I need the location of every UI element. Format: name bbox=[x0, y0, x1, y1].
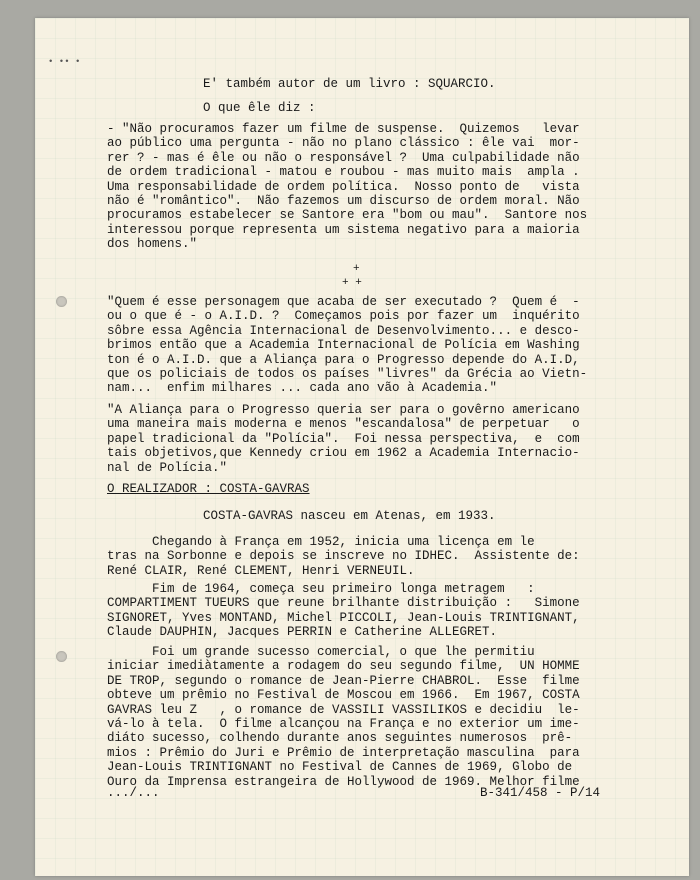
text-line: "A Aliança para o Progresso queria ser para o govêrno americano bbox=[107, 403, 580, 417]
text-line: tras na Sorbonne e depois se inscreve no IDHEC. Assistente de: bbox=[107, 549, 580, 564]
text-line: tais objetivos,que Kennedy criou em 1962 a Academia Internacio- bbox=[107, 446, 580, 461]
punch-hole-bottom bbox=[56, 651, 67, 662]
text-line: SIGNORET, Yves MONTAND, Michel PICCOLI, Jean-Louis TRINTIGNANT, bbox=[107, 610, 580, 625]
text-line: ou o que é - o A.I.D. ? Começamos pois por fazer um inquérito bbox=[107, 309, 580, 324]
text-line: brimos então que a Academia Internacional de Polícia em Washing bbox=[107, 338, 580, 353]
text-line: "Quem é esse personagem que acaba de ser executado ? Quem é - bbox=[107, 295, 580, 309]
text-line: René CLAIR, René CLEMENT, Henri VERNEUIL. bbox=[107, 563, 415, 578]
separator-star-bottom: + + bbox=[342, 277, 362, 289]
text-line: diáto sucesso, colhendo durante anos seguintes numerosos prê- bbox=[107, 731, 573, 746]
text-line: nam... enfim milhares ... cada ano vão à Academia." bbox=[107, 381, 498, 396]
text-line: interessou porque representa um sistema negativo para a maioria bbox=[107, 222, 580, 237]
text-line: que os policiais de todos os países "livres" da Grécia ao Vietn- bbox=[107, 367, 588, 381]
text-line: iniciar imediàtamente a rodagem do seu segundo filme, UN HOMME bbox=[107, 659, 580, 674]
text-line: COMPARTIMENT TUEURS que reune brilhante distribuição : Simone bbox=[107, 596, 580, 611]
separator-star-top: + bbox=[353, 263, 360, 275]
text-line: Fim de 1964, começa seu primeiro longa metragem : bbox=[107, 582, 535, 596]
text-line: procuramos estabelecer se Santore era "bom ou mau". Santore nos bbox=[107, 208, 588, 223]
text-line: rer ? - mas é êle ou não o responsável ? Uma culpabilidade não bbox=[107, 150, 580, 165]
text-line: Uma responsabilidade de ordem política. Nosso ponto de vista bbox=[107, 179, 580, 194]
text-line: Ouro da Imprensa estrangeira de Hollywood de 1969. Melhor filme bbox=[107, 774, 580, 789]
text-line: Jean-Louis TRINTIGNANT no Festival de Cannes de 1969, Globo de bbox=[107, 760, 573, 775]
text-line: - "Não procuramos fazer um filme de suspense. Quizemos levar bbox=[107, 122, 580, 136]
text-line: mios : Prêmio do Juri e Prêmio de interpretação masculina para bbox=[107, 745, 580, 760]
text-line: sôbre essa Agência Internacional de Desenvolvimento... e desco- bbox=[107, 323, 580, 338]
intro-line-book: E' também autor de um livro : SQUARCIO. bbox=[203, 77, 496, 91]
text-line: ao público uma pergunta - não no plano clássico : êle vai mor- bbox=[107, 136, 580, 151]
text-line: ton é o A.I.D. que a Aliança para o Progresso depende do A.I.D, bbox=[107, 352, 580, 367]
footer-continuation: .../... bbox=[107, 786, 160, 800]
section-heading: O REALIZADOR : COSTA-GAVRAS bbox=[107, 482, 310, 496]
text-line: Chegando à França em 1952, inicia uma licença em le bbox=[107, 535, 535, 549]
text-line: obteve um prêmio no Festival de Moscou em 1966. Em 1967, COSTA bbox=[107, 688, 580, 703]
punch-hole-top bbox=[56, 296, 67, 307]
text-line: uma maneira mais moderna e menos "escandalosa" de perpetuar o bbox=[107, 417, 580, 432]
text-line: DE TROP, segundo o romance de Jean-Pierre CHABROL. Esse filme bbox=[107, 673, 580, 688]
text-line: GAVRAS leu Z , o romance de VASSILI VASSILIKOS e decidiu le- bbox=[107, 702, 580, 717]
text-line: vá-lo à tela. O filme alcançou na França e no exterior um ime- bbox=[107, 717, 580, 731]
text-line: nal de Polícia." bbox=[107, 460, 228, 475]
text-line: não é "romântico". Não fazemos um discurso de ordem moral. Não bbox=[107, 194, 580, 208]
text-line: Claude DAUPHIN, Jacques PERRIN e Catherine ALLEGRET. bbox=[107, 625, 498, 640]
text-line: dos homens." bbox=[107, 237, 198, 252]
bio-birth: COSTA-GAVRAS nasceu em Atenas, em 1933. bbox=[203, 509, 496, 523]
text-line: papel tradicional da "Polícia". Foi nessa perspectiva, e com bbox=[107, 431, 580, 446]
corner-marks: • •• • bbox=[48, 57, 81, 67]
intro-line-says: O que êle diz : bbox=[203, 101, 316, 115]
text-line: Foi um grande sucesso comercial, o que lhe permitiu bbox=[107, 645, 535, 659]
text-line: de ordem tradicional - matou e roubou - mas muito mais ampla . bbox=[107, 165, 580, 180]
footer-reference: B-341/458 - P/14 bbox=[480, 786, 601, 800]
